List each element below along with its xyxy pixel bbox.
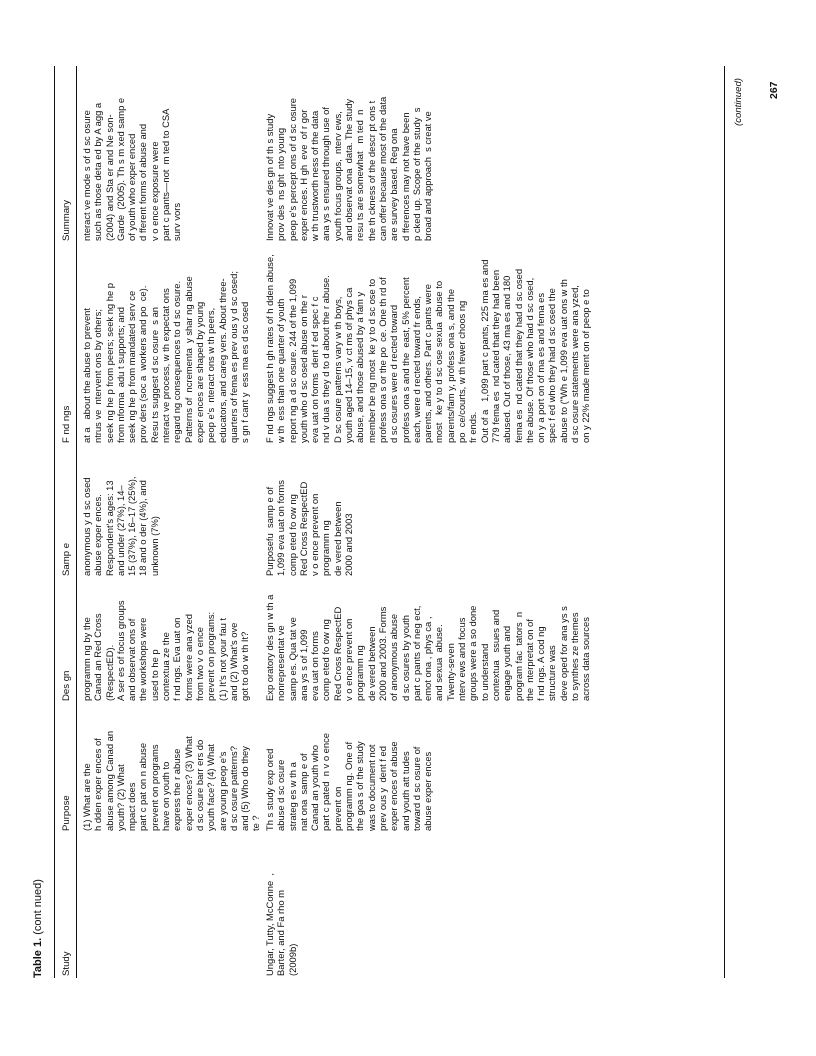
continued-note: (continued) <box>733 78 744 126</box>
row1-design: programm ng by the Canad an Red Cross (RespectED). A ser es of focus groups and observat ons of the workshops were used to he p contextua ze the f nd ngs. Eva uat on forms were ana yzed from two v o ence prevent on programs: (1) It's not your fau t and (2) What's ove got to do w th It? <box>81 600 251 701</box>
column-header-study: Study <box>61 951 72 976</box>
row1-purpose: (1) What are the h dden exper ences of abuse among Canad an youth? (2) What mpact does part c pat on n abuse prevent on programs have on youth to express the r abuse exper ences? (3) What d sc osure barr ers do youth face? (4) What are young peop e's d sc osure patterns? and (5) Who do they te ? <box>81 730 262 831</box>
table-top-rule <box>54 66 55 978</box>
column-header-purpose: Purpose <box>61 795 72 831</box>
row2-purpose: Th s study exp ored abuse d sc osure strateg es w th a nat ona samp e of Canad an youth who part c pated n v o ence prevent on programm ng. One of the goa s of the study was to document not prev ous y dent f ed exper ences of abuse and youth att tudes toward d sc osure of abuse exper ences <box>264 733 434 831</box>
row1-findings: at a about the abuse to prevent ntrus ve ntervent ons by others; seek ng he p from peers; seek ng he p from nforma adu t supports; and seek ng he p from mandated serv ce prov ders (soc a workers and po ce). Resu ts suggest d sc osure s an nteract ve process, w th expectat ons regard ng consequences to d sc osure. Patterns of ncrementa y shar ng abuse exper ences are shaped by young peop e's nteract ons w th peers, educators, and careg vers. About three- quarters of fema es prev ous y d sc osed; s gn f cant y ess ma es d sc osed <box>81 271 251 443</box>
page-number: 267 <box>768 81 780 99</box>
row2-summary: Innovat ve des gn of th s study prov des ns ght nto young peop e's percept ons of d sc osure exper ences. H gh eve of r gor w th trustworth ness of the data ana ys s ensured through use of youth focus groups, nterv ews, and observat ona data. The study resu ts are somewhat m ted n the th ckness of the descr pt ons t can offer because most of the data are survey based. Reg ona d fferences may not have been p cked up. Scope of the study s broad and approach s creat ve <box>264 96 434 241</box>
row1-sample: anonymous y d sc osed abuse exper ences. Respondent's ages: 13 and under (27%), 14– 15 (37%), 16–17 (25%), 18 and o der (4%), and unknown (7%) <box>81 476 160 576</box>
row2-sample: Purposefu samp e of 1,099 eva uat on forms comp eted fo ow ng Red Cross RespectED v o ence prevent on programm ng de vered between 2000 and 2003 <box>264 480 355 576</box>
table-caption-rest: (cont nued) <box>32 879 44 938</box>
row1-summary: nteract ve mode s of d sc osure such as those deta ed by A agg a (2004) and Sta er and Ne son- Garde (2005). Th s m xed samp e of youth who exper enced d fferent forms of abuse and v o ence exposure were part c pants—not m ted to CSA surv vors <box>81 97 183 241</box>
row2-study: Ungar, Tutty, McConne , Barter, and Fa rho m (2009b) <box>264 873 298 976</box>
row2-findings: F nd ngs suggest h gh rates of h dden abuse, w th ess than one quarter of youth report ng a d sc osure. 244 of the 1,099 youth who d sc osed abuse on the r eva uat on forms dent f ed spec f c nd v dua s they d to d about the r abuse. D sc osure patterns vary w th boys, youth aged 14–15, v ct ms of phys ca abuse, and those abused by a fam y member be ng most ke y to d sc ose to profess ona s or the po ce. One th rd of d sc osures were d rected toward profess ona s and the east, 5% percent each, were d rected toward fr ends, parents, and others. Part c pants were most ke y to d sc ose sexua abuse to parents/fam y, profess ona s, and the po ce/courts, w th fewer choos ng fr ends. Out of a 1,099 part c pants, 225 ma es and 779 fema es nd cated that they had been abused. Out of those, 43 ma es and 180 fema es nd cated that they had d sc osed the abuse. Of those who had d sc osed, on y a port on of ma es and fema es spec f ed who they had d sc osed the abuse to ("Wh e 1,099 eva uat ons w th d sc osure statements were ana yzed, on y 22% made ment on of peop e to <box>264 254 592 443</box>
table-bottom-rule <box>724 66 725 978</box>
column-header-sample: Samp e <box>61 542 72 576</box>
header-rule <box>76 66 77 978</box>
row2-design: Exp oratory des gn w th a nonrepresentat ve samp es. Qua tat ve ana ys s of 1,099 eva uat on forms comp eted fo ow ng Red Cross RespectED v o ence prevent on programm ng de vered between 2000 and 2003. Forms of anonymous abuse d sc osures by youth part c pants of neg ect, emot ona , phys ca , and sexua abuse. Twenty-seven nterv ews and focus groups were a so done to understand contextua ssues and engage youth and program fac tators n the nterpretat on of f nd ngs. A cod ng structure was deve oped for ana ys s to synthes ze themes across data sources <box>264 594 592 701</box>
table-caption <box>32 879 44 978</box>
table-label: Table 1. <box>32 937 44 978</box>
column-header-design: Des gn <box>61 670 72 701</box>
column-header-summary: Summary <box>61 199 72 241</box>
column-header-findings: F nd ngs <box>61 405 72 443</box>
